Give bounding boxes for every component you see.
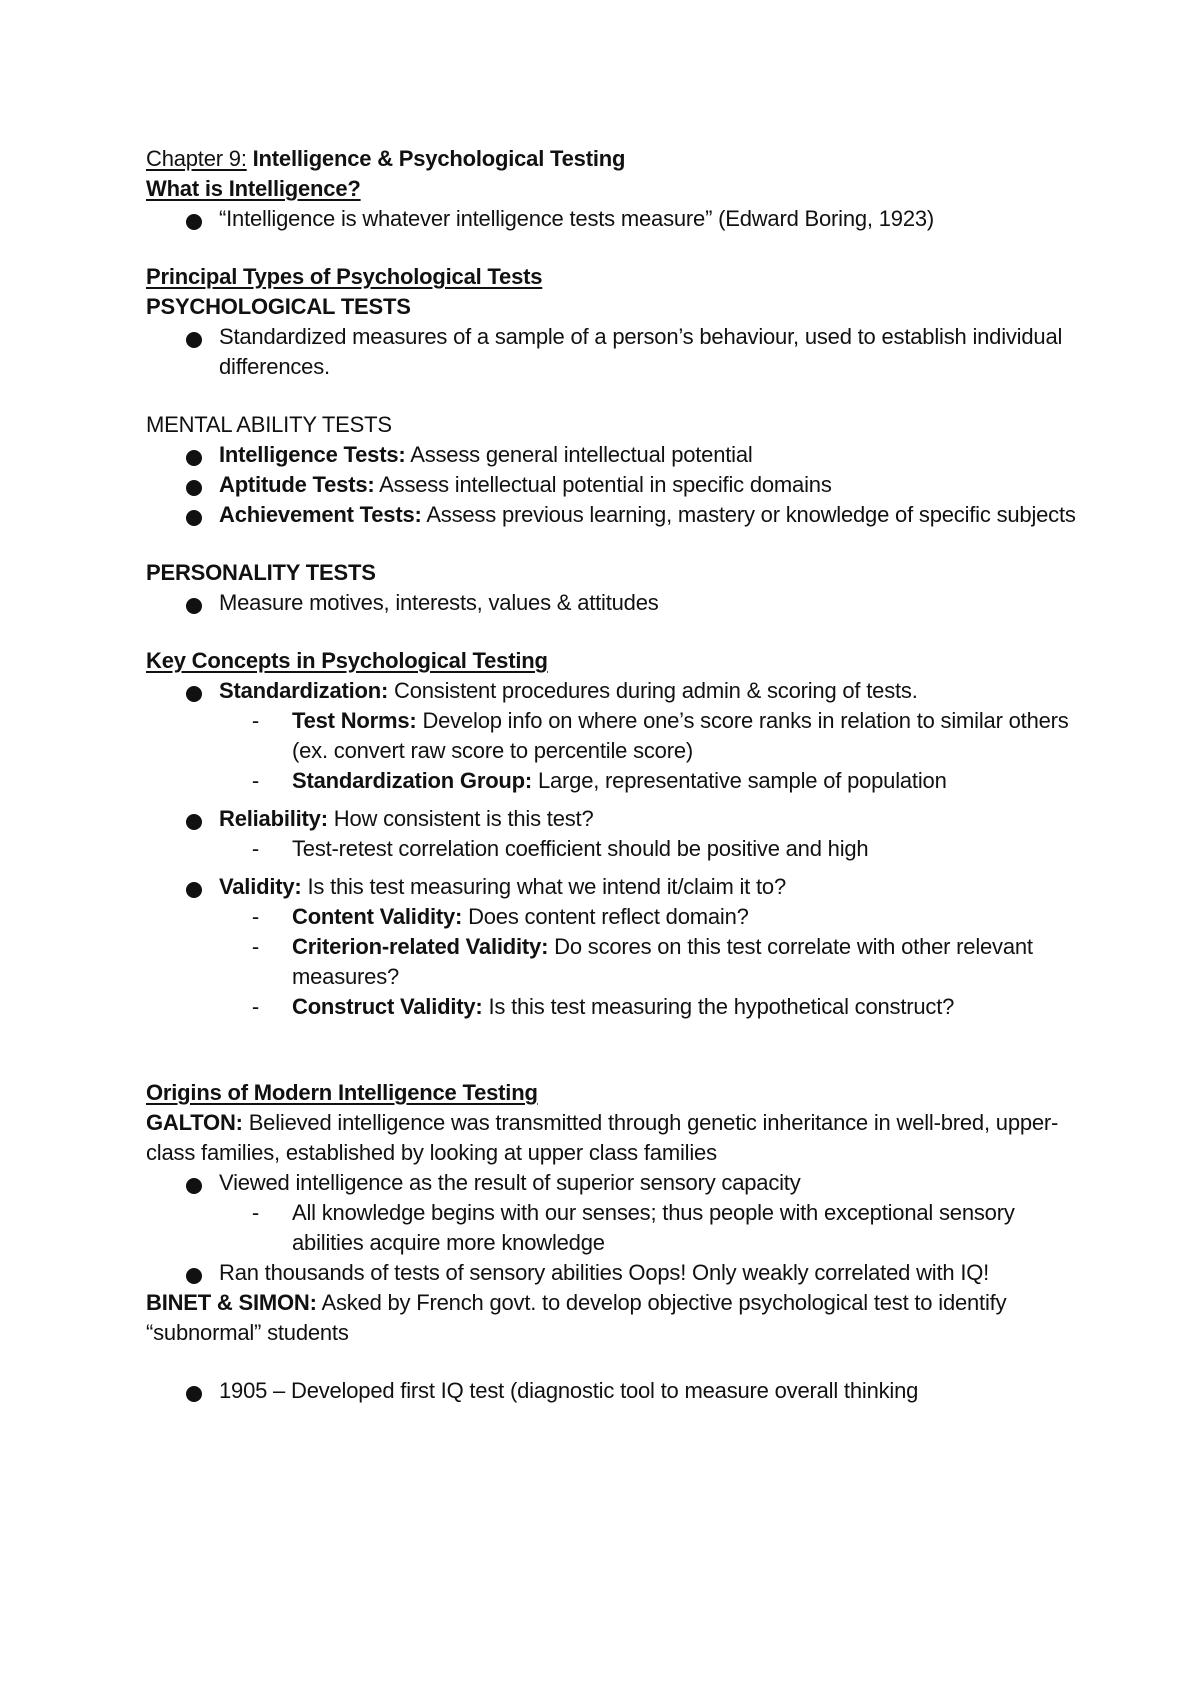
key-concepts-heading: Key Concepts in Psychological Testing — [146, 648, 548, 673]
mental-ability-label: MENTAL ABILITY TESTS — [146, 412, 392, 437]
list-item — [146, 322, 1076, 382]
list-item — [146, 872, 1076, 1022]
personality-text: Measure motives, interests, values & attitudes — [219, 590, 659, 615]
term: Intelligence Tests: — [219, 442, 406, 467]
reliability-sublist — [219, 834, 1076, 864]
galton-sublist — [219, 1198, 1076, 1258]
list-item — [146, 1258, 1076, 1288]
document-content — [146, 144, 1076, 1406]
list-item — [146, 804, 1076, 872]
what-is-heading: What is Intelligence? — [146, 176, 361, 201]
definition: Is this test measuring the hypothetical construct? — [482, 994, 955, 1019]
galton-label: GALTON: — [146, 1110, 243, 1135]
definition: Develop info on where one’s score ranks in relation to similar others (ex. convert raw score to percentile score) — [292, 708, 1069, 763]
principal-heading: Principal Types of Psychological Tests — [146, 264, 543, 289]
list-item — [146, 470, 1076, 500]
chapter-title — [146, 144, 1076, 174]
sub-item — [219, 706, 1076, 766]
psych-tests-label: PSYCHOLOGICAL TESTS — [146, 294, 411, 319]
key-concepts-list — [146, 676, 1076, 1022]
personality-label: PERSONALITY TESTS — [146, 560, 376, 585]
term: Aptitude Tests: — [219, 472, 375, 497]
validity-sublist — [219, 902, 1076, 1022]
psych-tests-text: Standardized measures of a sample of a person’s behaviour, used to establish individual differences. — [219, 324, 1063, 379]
what-is-list — [146, 204, 1076, 234]
definition: Assess intellectual potential in specific domains — [374, 472, 832, 497]
term: Reliability: — [219, 806, 328, 831]
chapter-label: Chapter 9: — [146, 146, 247, 171]
term: Standardization: — [219, 678, 389, 703]
definition: How consistent is this test? — [327, 806, 594, 831]
binet-paragraph — [146, 1288, 1076, 1348]
definition: Large, representative sample of population — [532, 768, 947, 793]
galton-list — [146, 1168, 1076, 1288]
galton-text: Believed intelligence was transmitted through genetic inheritance in well-bred, upper-class families, established by looking at upper class families — [146, 1110, 1059, 1165]
psych-tests-list — [146, 322, 1076, 382]
galton-paragraph — [146, 1108, 1076, 1168]
sub-item — [219, 992, 1076, 1022]
term: Achievement Tests: — [219, 502, 422, 527]
personality-list — [146, 588, 1076, 618]
sub-item — [219, 766, 1076, 796]
term: Validity: — [219, 874, 302, 899]
quote-text: “Intelligence is whatever intelligence tests measure” (Edward Boring, 1923) — [219, 206, 935, 231]
list-item — [146, 1168, 1076, 1258]
term: Standardization Group: — [292, 768, 533, 793]
galton-subpoint: All knowledge begins with our senses; thus people with exceptional sensory abilities acquire more knowledge — [292, 1200, 1015, 1255]
definition: Is this test measuring what we intend it/claim it to? — [301, 874, 786, 899]
definition: Consistent procedures during admin & scoring of tests. — [388, 678, 918, 703]
term: Content Validity: — [292, 904, 463, 929]
list-item — [146, 676, 1076, 804]
definition: Test-retest correlation coefficient should be positive and high — [292, 836, 869, 861]
list-item — [146, 588, 1076, 618]
sub-item — [219, 1198, 1076, 1258]
list-item — [146, 204, 1076, 234]
sub-item — [219, 902, 1076, 932]
list-item — [146, 1376, 1076, 1406]
definition: Assess general intellectual potential — [405, 442, 753, 467]
term: Test Norms: — [292, 708, 417, 733]
binet-label: BINET & SIMON: — [146, 1290, 317, 1315]
galton-point-1: Viewed intelligence as the result of superior sensory capacity — [219, 1170, 801, 1195]
sub-item — [219, 932, 1076, 992]
binet-text: Asked by French govt. to develop objective psychological test to identify “subnormal” students — [146, 1290, 1007, 1345]
definition: Assess previous learning, mastery or knowledge of specific subjects — [421, 502, 1076, 527]
definition: Does content reflect domain? — [462, 904, 749, 929]
standardization-sublist — [219, 706, 1076, 796]
binet-point-1: 1905 – Developed first IQ test (diagnostic tool to measure overall thinking — [219, 1378, 919, 1403]
galton-point-2: Ran thousands of tests of sensory abilities Oops! Only weakly correlated with IQ! — [219, 1260, 990, 1285]
sub-item — [219, 834, 1076, 864]
origins-heading: Origins of Modern Intelligence Testing — [146, 1080, 538, 1105]
list-item — [146, 440, 1076, 470]
term: Construct Validity: — [292, 994, 483, 1019]
term: Criterion-related Validity: — [292, 934, 549, 959]
mental-ability-list — [146, 440, 1076, 530]
binet-list — [146, 1376, 1076, 1406]
list-item — [146, 500, 1076, 530]
definition: Do scores on this test correlate with other relevant measures? — [292, 934, 1033, 989]
chapter-title-text: Intelligence & Psychological Testing — [246, 146, 626, 171]
